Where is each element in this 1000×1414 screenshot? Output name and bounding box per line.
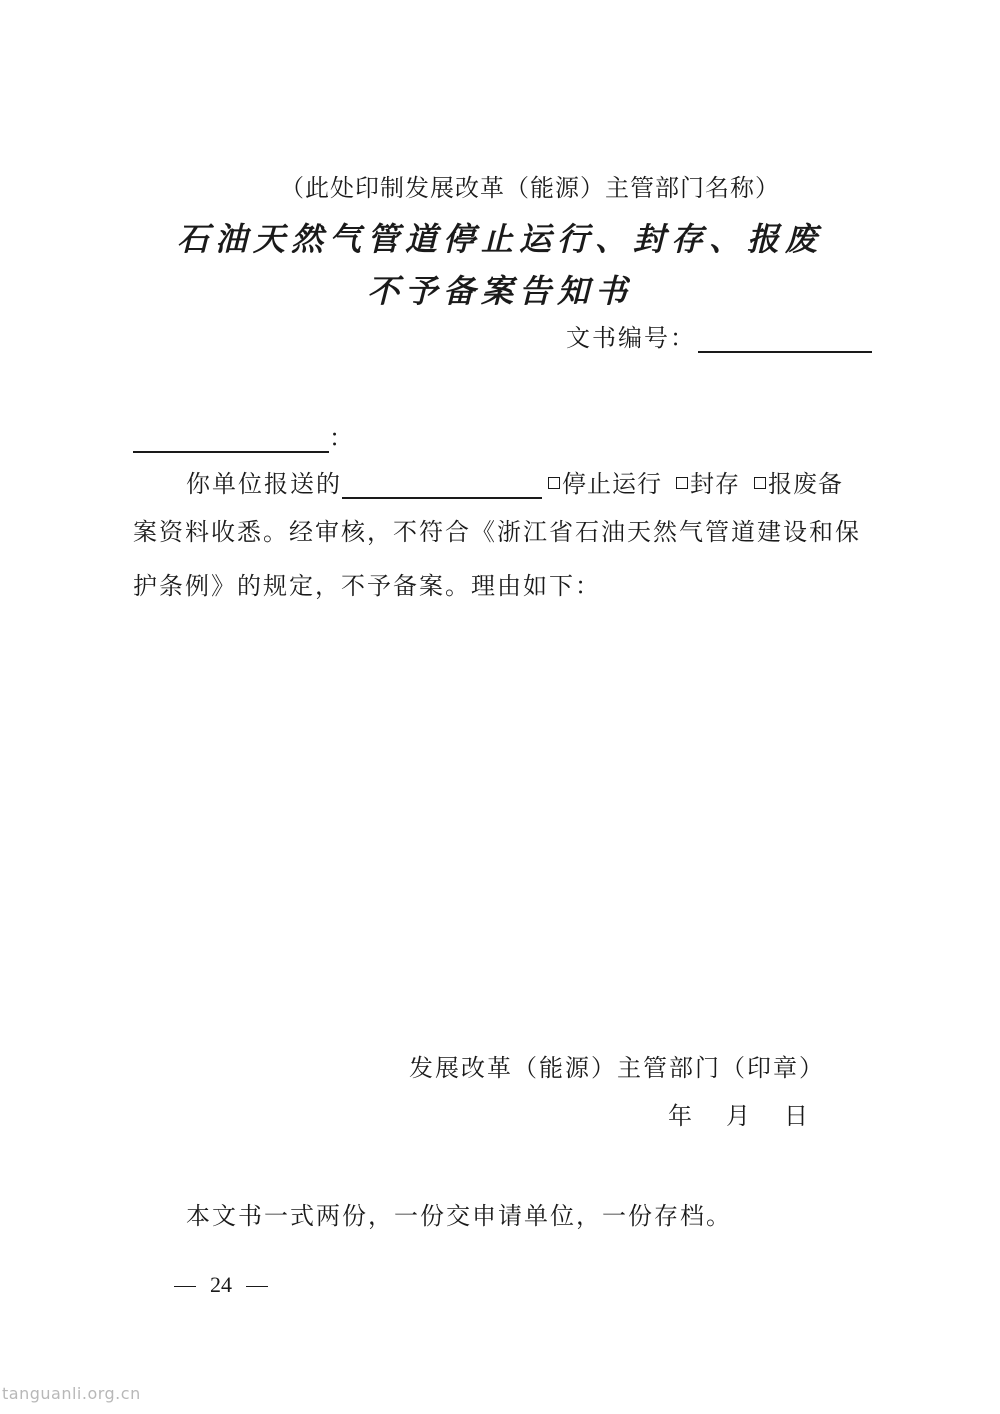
document-title-line-2: 不予备案告知书	[366, 272, 633, 310]
option-scrap[interactable]	[752, 470, 818, 498]
page-number-value: 24	[210, 1272, 232, 1297]
document-title-line-1: 石油天然气管道停止运行、封存、报废	[176, 220, 823, 258]
watermark: tanguanli.org.cn	[2, 1384, 141, 1403]
footnote: 本文书一式两份，一份交申请单位，一份存档。	[186, 1202, 732, 1230]
date-day: 日	[784, 1102, 808, 1130]
body-line1-prefix: 你单位报送的	[186, 470, 342, 498]
option-stop-operation[interactable]	[546, 470, 662, 498]
checkbox-icon[interactable]	[676, 477, 688, 489]
option-label: 停止运行	[562, 470, 662, 498]
option-label: 封存	[690, 470, 740, 498]
addressee-blank[interactable]	[133, 429, 329, 453]
doc-number-row	[566, 318, 872, 353]
body-line-3: 护条例》的规定，不予备案。理由如下：	[133, 572, 601, 600]
date-line	[668, 1096, 808, 1131]
date-month: 月	[726, 1102, 750, 1130]
option-seal[interactable]	[674, 470, 740, 498]
page-number	[160, 1272, 282, 1298]
addressee-row	[133, 418, 353, 453]
checkbox-icon[interactable]	[548, 477, 560, 489]
date-year: 年	[668, 1102, 692, 1130]
pipeline-name-blank[interactable]	[342, 475, 542, 499]
checkbox-icon[interactable]	[754, 477, 766, 489]
signer-line: 发展改革（能源）主管部门（印章）	[409, 1054, 825, 1082]
body-line-2: 案资料收悉。经审核，不符合《浙江省石油天然气管道建设和保	[133, 518, 861, 546]
authority-name-line: （此处印制发展改革（能源）主管部门名称）	[280, 174, 780, 202]
body-line1-suffix: 备	[818, 470, 844, 498]
doc-number-blank[interactable]	[698, 329, 872, 353]
body-line-1	[186, 464, 844, 499]
dash-left	[174, 1286, 196, 1287]
dash-right	[246, 1286, 268, 1287]
doc-number-label: 文书编号：	[566, 324, 696, 352]
option-label: 报废	[768, 470, 818, 498]
addressee-colon: ：	[329, 424, 353, 452]
